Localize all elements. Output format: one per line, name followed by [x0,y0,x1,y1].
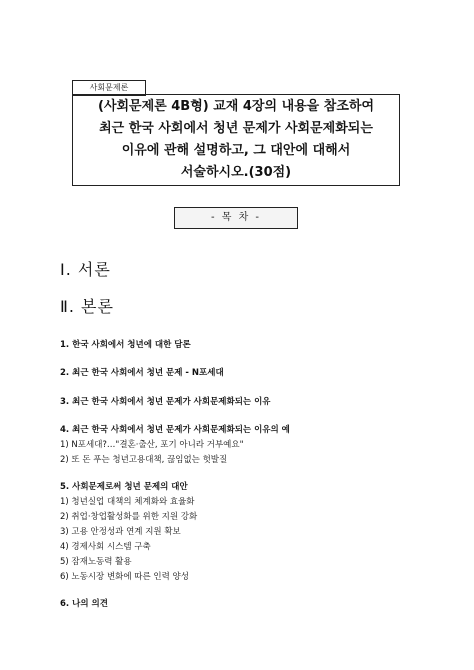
subject-tag: 사회문제론 [72,80,146,96]
section-main-body: Ⅱ. 본론 [60,297,114,316]
table-of-contents-heading: - 목 차 - [174,207,298,229]
title-line: 서술하시오.(30점) [180,165,292,180]
list-item: 1. 한국 사회에서 청년에 대한 담론 [60,340,191,350]
list-item: 5. 사회문제로써 청년 문제의 대안 [60,482,188,492]
section-introduction: Ⅰ. 서론 [60,260,111,279]
list-item: 1) 청년실업 대책의 체계화와 효율화 [60,497,195,507]
list-item: 3) 고용 안정성과 연계 지원 확보 [60,527,181,537]
assignment-title-box [72,94,400,186]
title-line: 이유에 관해 설명하고, 그 대안에 대해서 [121,143,351,158]
list-item: 1) N포세대?…"결혼·출산, 포기 아니라 거부예요" [60,440,244,450]
list-item: 4. 최근 한국 사회에서 청년 문제가 사회문제화되는 이유의 예 [60,425,290,435]
title-line: 최근 한국 사회에서 청년 문제가 사회문제화되는 [99,121,373,136]
list-item: 6) 노동시장 변화에 따른 인력 양성 [60,572,189,582]
list-item: 2) 취업·창업활성화를 위한 지원 강화 [60,512,198,522]
title-line: (사회문제론 4B형) 교재 4장의 내용을 참조하여 [98,99,374,114]
list-item: 5) 잠재노동력 활용 [60,557,132,567]
list-item: 2) 또 돈 푸는 청년고용대책, 끊임없는 헛발질 [60,455,228,465]
list-item: 4) 경제사회 시스템 구축 [60,542,151,552]
list-item: 2. 최근 한국 사회에서 청년 문제 - N포세대 [60,368,224,378]
list-item: 6. 나의 의견 [60,599,108,609]
list-item: 3. 최근 한국 사회에서 청년 문제가 사회문제화되는 이유 [60,397,271,407]
